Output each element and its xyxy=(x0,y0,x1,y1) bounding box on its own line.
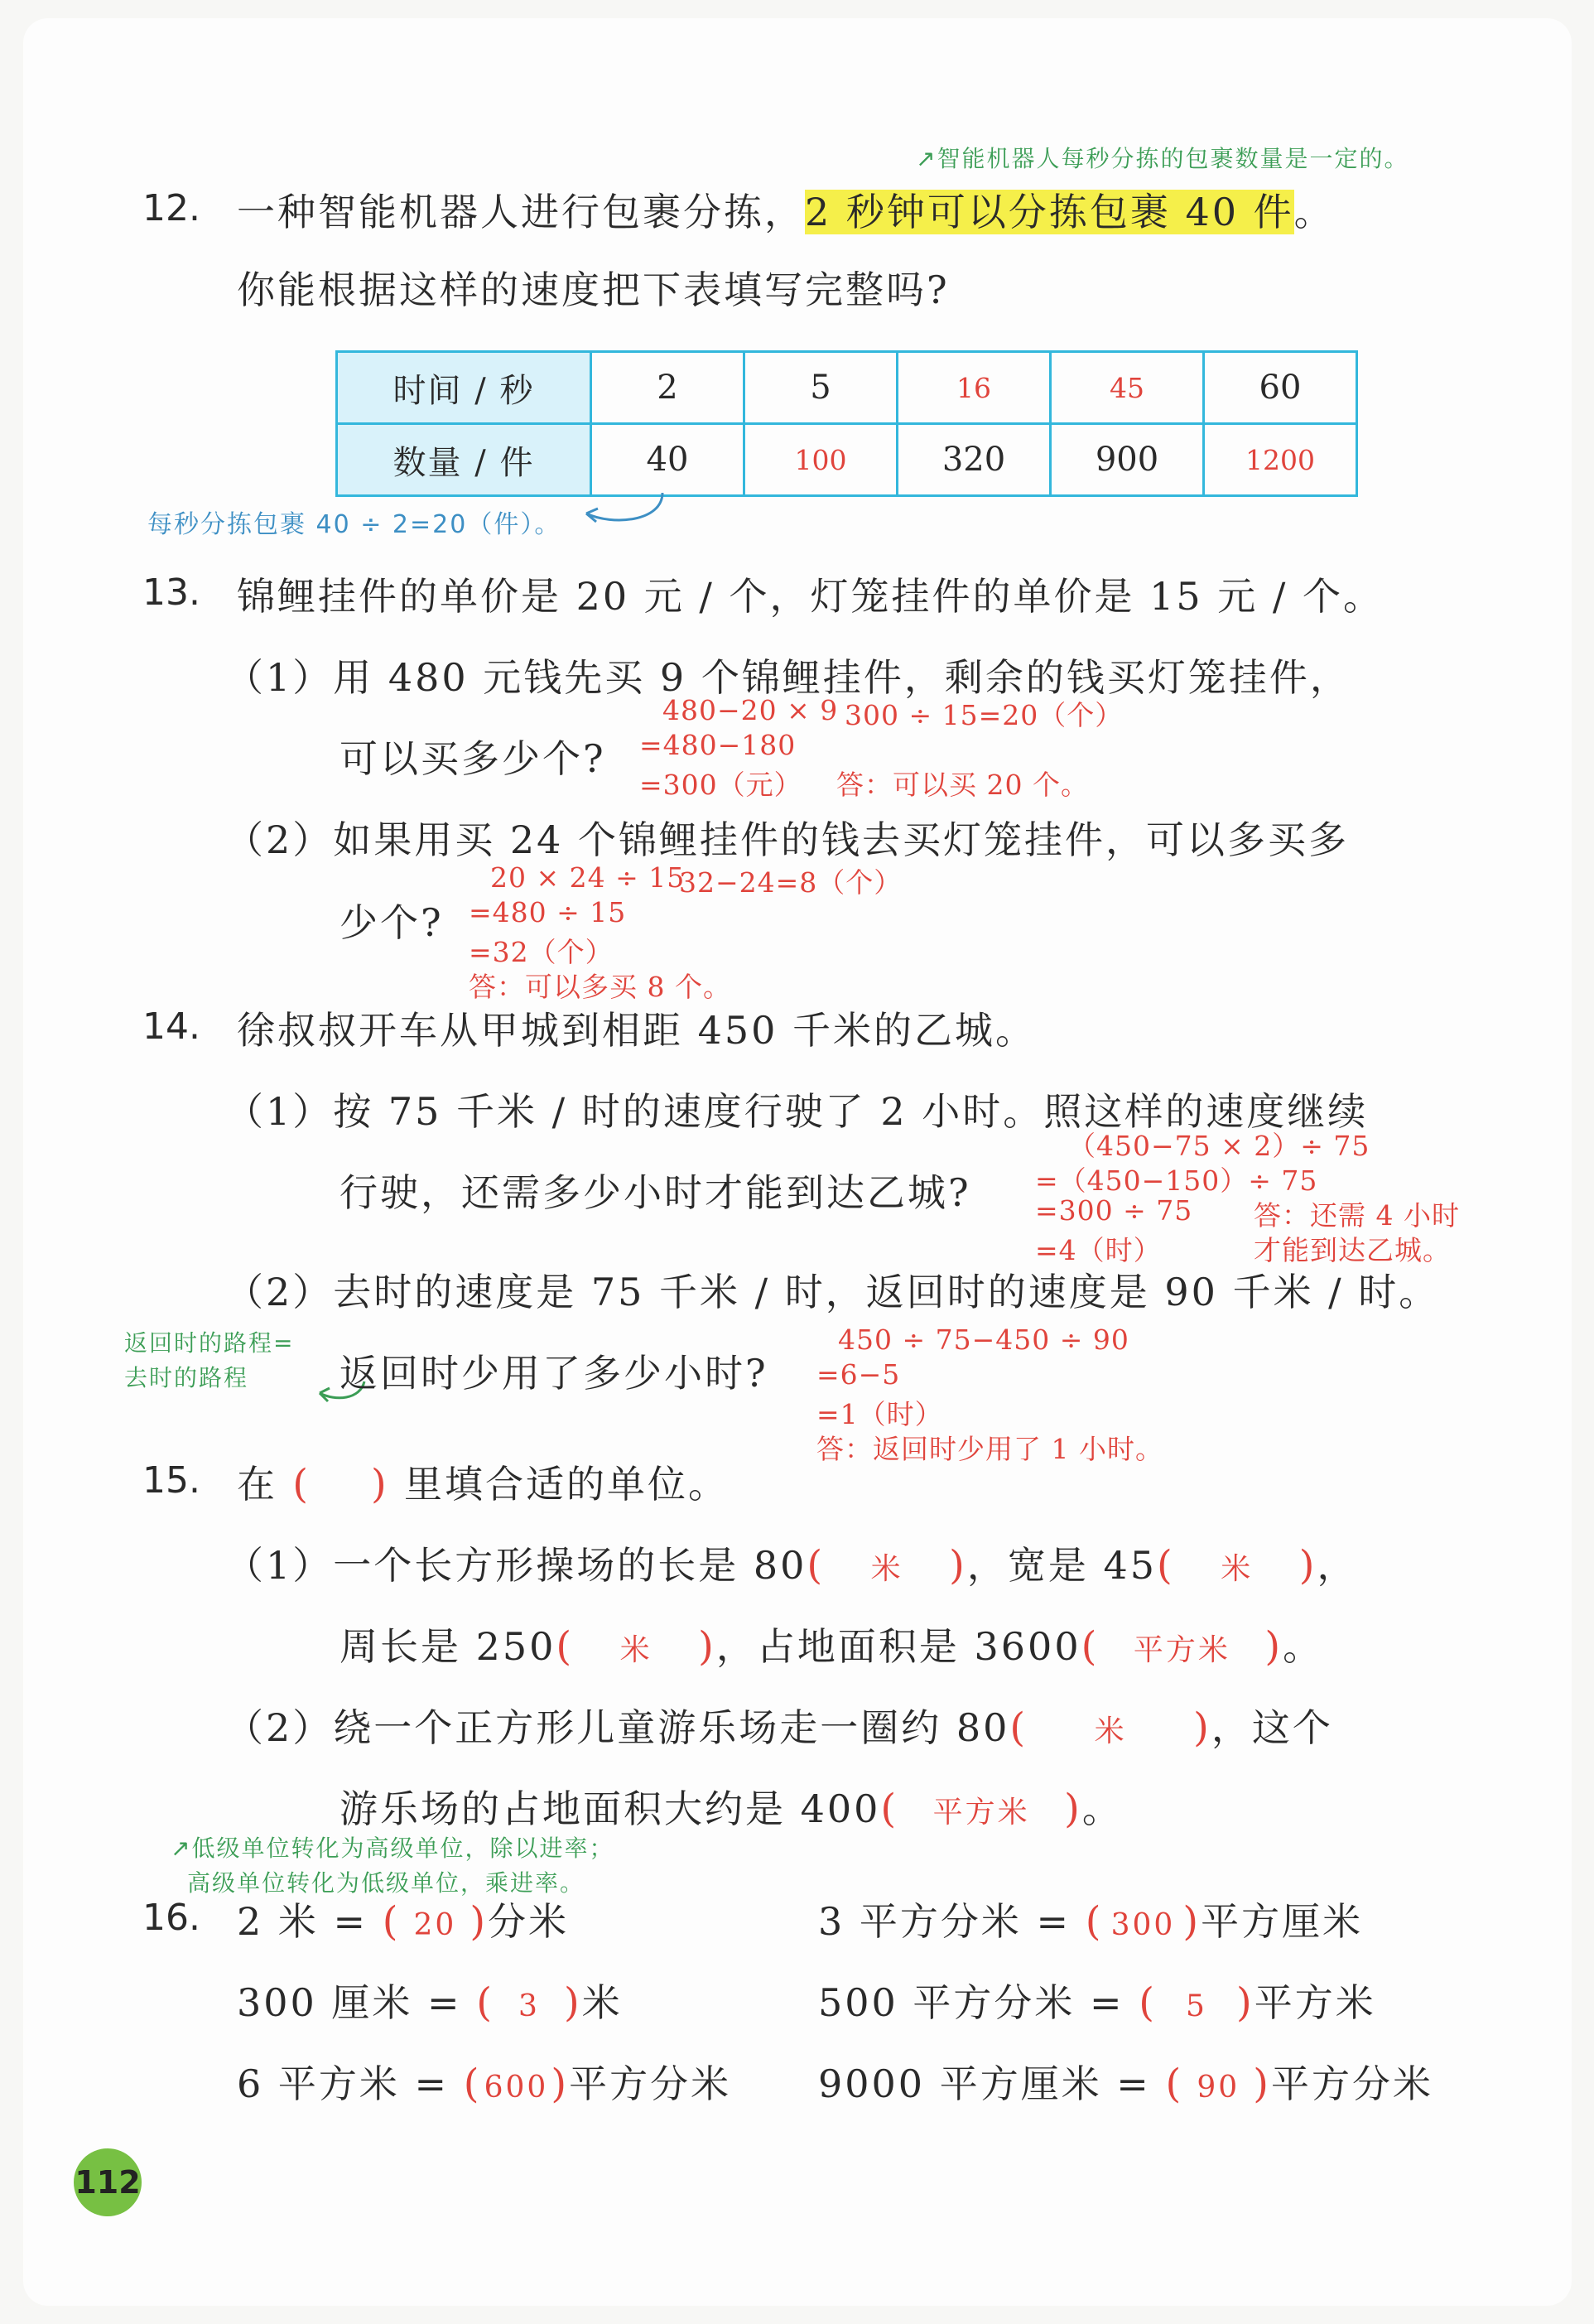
table-row xyxy=(337,352,1357,424)
q13-part2-line1: （2）如果用买 24 个锦鲤挂件的钱去买灯笼挂件，可以多买多 xyxy=(225,817,1350,862)
answer-blank: 300 xyxy=(1110,1908,1176,1942)
note-same-distance: 去时的路程 xyxy=(124,1364,249,1391)
answer-blank: 米 xyxy=(1094,1714,1127,1748)
page-number-badge: 112 xyxy=(74,2148,142,2216)
q15-part2-line2: 游乐场的占地面积大约是 400( 平方米 )。 xyxy=(340,1786,1123,1832)
q14-part1-work: =（450−150）÷ 75 xyxy=(1035,1164,1318,1197)
conversion-item: 500 平方分米 = ( 5 )平方米 xyxy=(818,1979,1376,2026)
table-cell: 900 xyxy=(1051,424,1204,496)
question-15-text: 在 ( ) 里填合适的单位。 xyxy=(237,1461,729,1507)
table-row xyxy=(337,424,1357,496)
note-unit-conversion: ↗低级单位转化为高级单位，除以进率； xyxy=(171,1835,614,1862)
q14-part2-line1: （2）去时的速度是 75 千米 / 时，返回时的速度是 90 千米 / 时。 xyxy=(225,1270,1440,1314)
note-robot-speed: ↗智能机器人每秒分拣的包裹数量是一定的。 xyxy=(916,145,1409,172)
q13-part2-answer: 答：可以多买 8 个。 xyxy=(469,971,731,1003)
table-cell-answer: 1200 xyxy=(1204,424,1357,496)
answer-blank: 90 xyxy=(1197,2071,1240,2105)
question-13-text: 锦鲤挂件的单价是 20 元 / 个，灯笼挂件的单价是 15 元 / 个。 xyxy=(237,574,1385,619)
q14-part1-work: =300 ÷ 75 xyxy=(1035,1194,1193,1227)
answer-blank: 平方米 xyxy=(1133,1633,1230,1667)
q15-part2-line1: （2）绕一个正方形儿童游乐场走一圈约 80( 米 )，这个 xyxy=(225,1704,1333,1751)
q13-part1-answer: 答：可以买 20 个。 xyxy=(836,769,1089,801)
q13-part2-work: 20 × 24 ÷ 15 xyxy=(490,861,686,894)
conversion-item: 6 平方米 = (600)平方分米 xyxy=(237,2061,732,2107)
note-unit-conversion: 高级单位转化为低级单位，乘进率。 xyxy=(187,1869,585,1897)
table-cell-answer: 100 xyxy=(744,424,898,496)
q14-part1-work: =4（时） xyxy=(1035,1234,1162,1266)
q13-part1-line1: （1）用 480 元钱先买 9 个锦鲤挂件，剩余的钱买灯笼挂件， xyxy=(225,655,1351,700)
q14-part2-line2: 返回时少用了多少小时? xyxy=(340,1351,768,1396)
q13-part1-work2: 300 ÷ 15=20（个） xyxy=(845,699,1124,731)
arrow-icon: ↗ xyxy=(171,1835,192,1862)
note-same-distance: 返回时的路程= xyxy=(124,1329,295,1357)
table-header: 数量 / 件 xyxy=(337,424,591,496)
table-cell: 320 xyxy=(898,424,1051,496)
question-14-text: 徐叔叔开车从甲城到相距 450 千米的乙城。 xyxy=(237,1008,1037,1053)
q13-part2-line2: 少个? xyxy=(340,900,444,945)
answer-blank: 米 xyxy=(870,1552,903,1586)
answer-blank: 米 xyxy=(1221,1552,1254,1586)
q15-part1-line2: 周长是 250( 米 )，占地面积是 3600( 平方米 )。 xyxy=(340,1623,1324,1670)
q14-part1-work: （450−75 × 2）÷ 75 xyxy=(1068,1130,1370,1162)
q13-part2-work: =32（个） xyxy=(469,936,614,968)
question-16-number: 16. xyxy=(142,1897,200,1939)
answer-blank: 3 xyxy=(518,1989,540,2023)
question-12-line2: 你能根据这样的速度把下表填写完整吗? xyxy=(237,268,950,312)
table-cell: 40 xyxy=(591,424,744,496)
q13-part1-line2: 可以买多少个? xyxy=(340,736,606,781)
question-12-number: 12. xyxy=(142,187,200,229)
conversion-item: 300 厘米 = ( 3 )米 xyxy=(237,1979,623,2026)
q14-part2-work: =1（时） xyxy=(816,1398,943,1430)
q14-part2-work: 450 ÷ 75−450 ÷ 90 xyxy=(838,1324,1129,1356)
answer-blank: 5 xyxy=(1186,1989,1207,2023)
question-12-text: 一种智能机器人进行包裹分拣，2 秒钟可以分拣包裹 40 件。 xyxy=(237,190,1335,234)
q14-part1-line2: 行驶，还需多少小时才能到达乙城? xyxy=(340,1170,971,1215)
answer-blank: 20 xyxy=(413,1908,457,1942)
answer-blank: 米 xyxy=(619,1633,653,1667)
curved-arrow-icon xyxy=(580,489,671,530)
q13-part2-work: =480 ÷ 15 xyxy=(469,896,627,928)
q13-part1-work: 480−20 × 9 xyxy=(662,694,839,726)
conversion-item: 9000 平方厘米 = ( 90 )平方分米 xyxy=(818,2061,1433,2107)
table-cell-answer: 45 xyxy=(1051,352,1204,424)
table-cell: 5 xyxy=(744,352,898,424)
q13-part1-work: =480−180 xyxy=(639,729,797,761)
q14-part1-line1: （1）按 75 千米 / 时的速度行驶了 2 小时。照这样的速度继续 xyxy=(225,1089,1369,1134)
conversion-item: 2 米 = ( 20 )分米 xyxy=(237,1898,570,1945)
question-15-number: 15. xyxy=(142,1459,200,1502)
q14-part2-work: =6−5 xyxy=(816,1358,901,1391)
q13-part1-work: =300（元） xyxy=(639,769,802,801)
q14-part2-answer: 答：返回时少用了 1 小时。 xyxy=(816,1433,1163,1465)
table-cell-answer: 16 xyxy=(898,352,1051,424)
answer-blank: 平方米 xyxy=(932,1796,1030,1830)
table-cell: 2 xyxy=(591,352,744,424)
table-header: 时间 / 秒 xyxy=(337,352,591,424)
q14-part1-answer: 答：还需 4 小时 xyxy=(1254,1199,1460,1232)
q14-part1-answer: 才能到达乙城。 xyxy=(1254,1234,1451,1266)
arrow-icon: ↗ xyxy=(916,145,937,172)
answer-blank: 600 xyxy=(484,2071,549,2105)
question-14-number: 14. xyxy=(142,1005,200,1048)
highlighted-given: 2 秒钟可以分拣包裹 40 件 xyxy=(805,190,1294,234)
q15-part1-line1: （1）一个长方形操场的长是 80( 米 )，宽是 45( 米 )， xyxy=(225,1542,1358,1589)
conversion-item: 3 平方分米 = ( 300 )平方厘米 xyxy=(818,1898,1364,1945)
question-13-number: 13. xyxy=(142,571,200,614)
q13-part2-work2: 32−24=8（个） xyxy=(679,866,903,899)
note-per-second: 每秒分拣包裹 40 ÷ 2=20（件）。 xyxy=(147,510,561,539)
speed-table xyxy=(335,350,1358,497)
table-cell: 60 xyxy=(1204,352,1357,424)
